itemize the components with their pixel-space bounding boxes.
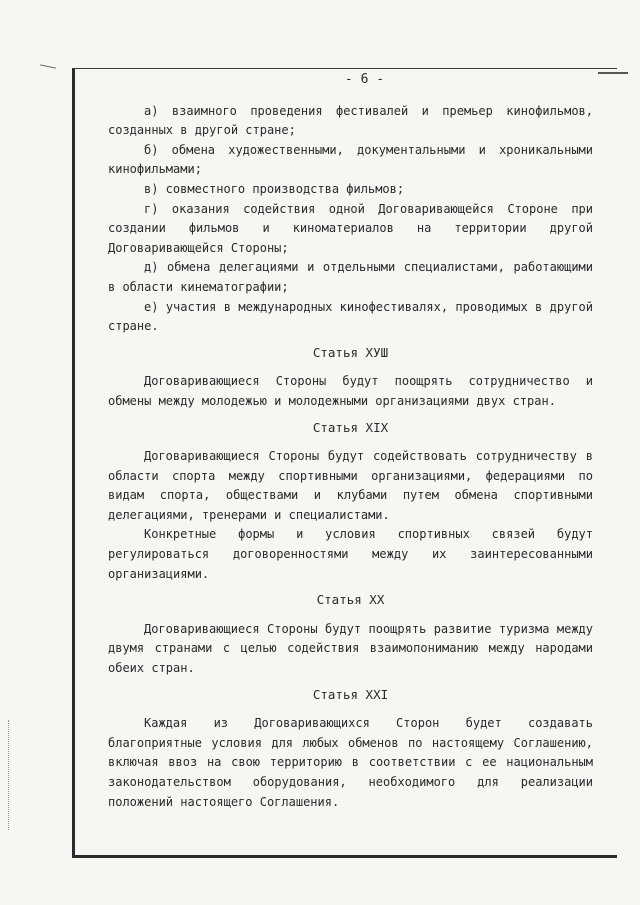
list-item-c: в) совместного производства фильмов; [144,181,405,196]
article-20-heading: Статья ХХ [316,592,385,608]
margin-dots [8,720,10,830]
scan-mark [40,64,56,68]
list-item-a: а) взаимного проведения фестивалей и премьер кинофильмов, созданных в другой стране; [108,103,593,138]
list-item-b: б) обмена художественными, документальными и хроникальными кинофильмами; [108,142,593,177]
article-19-text-1: Договаривающиеся Стороны будут содействовать сотрудничеству в области спорта между спортивными организациями, федерациями по видам спорта, обществами и клубами путем обмена спортивными делегациями, тренерами и специалистами. [108,449,593,522]
article-21-heading: Статья XXI [312,686,389,702]
list-item-e: д) обмена делегациями и отдельными специалистами, работающими в области кинематографии; [108,260,593,294]
article-19-text-2: Конкретные формы и условия спортивных связей будут регулироваться договоренностями между их заинтересованными организациями. [108,527,593,581]
article-18-text: Договаривающиеся Стороны будут поощрять сотрудничество и обмены между молодежью и молодежными организациями двух стран. [108,374,593,408]
page-number: - 6 - [344,72,385,87]
article-20-text: Договаривающиеся Стороны будут поощрять развитие туризма между двумя странами с целью содействия взаимопониманию между народами обеих стран. [108,621,593,676]
article-18-heading: Статья ХУШ [312,344,389,360]
list-item-f: е) участия в международных кинофестивалях, проводимых в другой стране. [108,299,593,334]
document-text [108,70,593,812]
list-item-d: г) оказания содействия одной Договаривающейся Стороне при создании фильмов и киноматериалов на территории другой Договаривающейся Стороны; [108,201,593,255]
article-21-text: Каждая из Договаривающихся Сторон будет создавать благоприятные условия для любых обменов по настоящему Соглашению, включая ввоз на свою территорию в соответствии с ее национальным законодательством оборудования, необходимого для реализации положений настоящего Соглашения. [108,716,593,809]
article-19-heading: Статья XIX [312,419,389,435]
edge-mark [598,72,628,74]
